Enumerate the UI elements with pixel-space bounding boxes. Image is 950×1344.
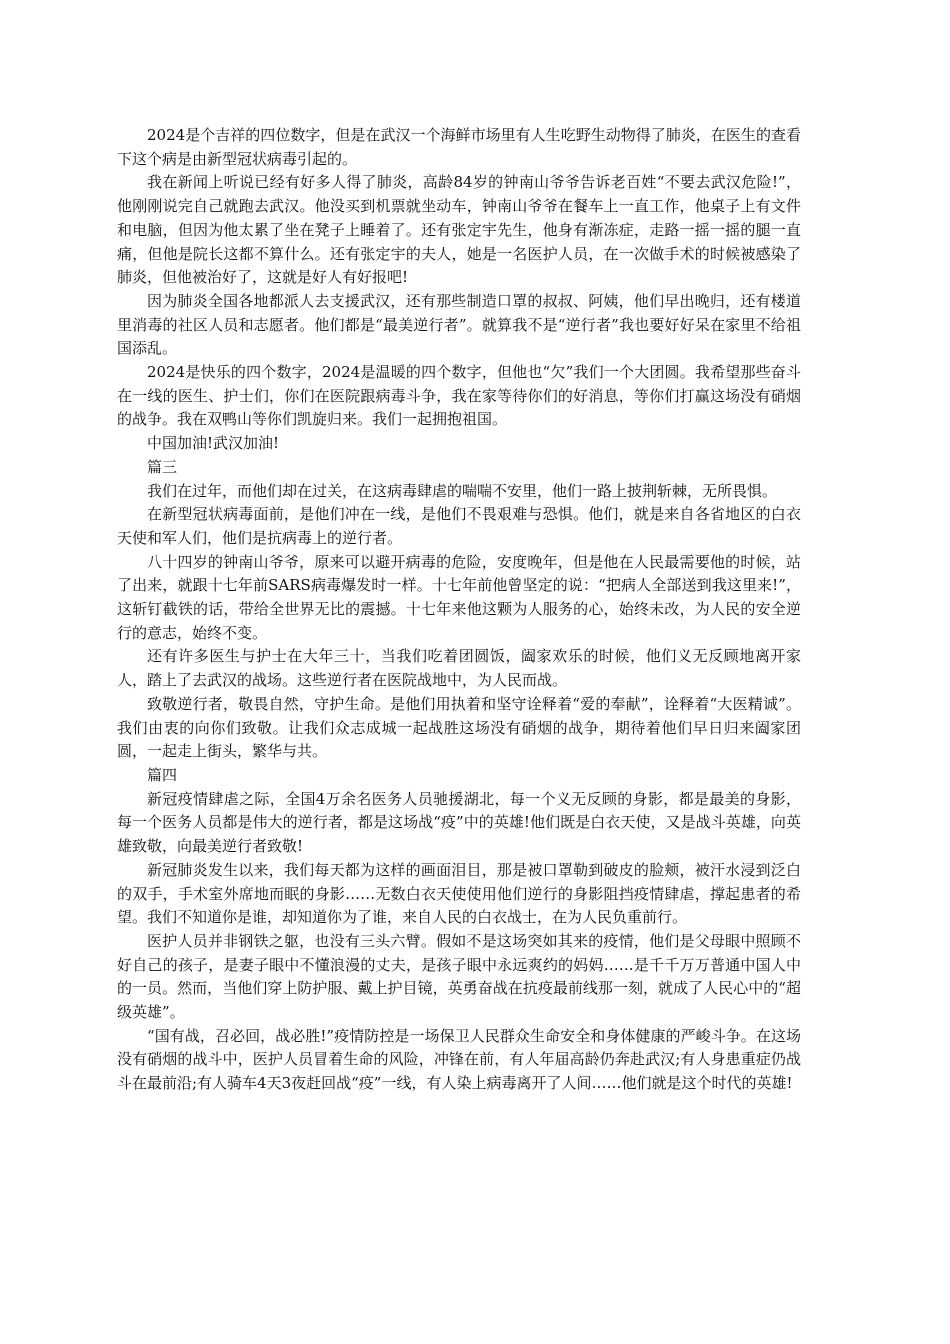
section-heading: 篇三 bbox=[147, 457, 178, 476]
paragraph: 医护人员并非钢铁之躯，也没有三头六臂。假如不是这场突如其来的疫情，他们是父母眼中照顾不好自己的孩子，是妻子眼中不懂浪漫的丈夫，是孩子眼中永远爽约的妈妈……是千千万万普通中国人中的一员。然而，当他们穿上防护服、戴上护目镜，英勇奋战在抗疫最前线那一刻，就成了人民心中的“超级英雄”。 bbox=[117, 931, 801, 1022]
paragraph: “国有战，召必回，战必胜!”疫情防控是一场保卫人民群众生命安全和身体健康的严峻斗争。在这场没有硝烟的战斗中，医护人员冒着生命的风险，冲锋在前，有人年届高龄仍奔赴武汉;有人身患重症仍战斗在最前沿;有人骑车4天3夜赶回战“疫”一线，有人染上病毒离开了人间……他们就是这个时代的英雄! bbox=[117, 1026, 801, 1093]
paragraph: 2024是个吉祥的四位数字，但是在武汉一个海鲜市场里有人生吃野生动物得了肺炎，在医生的查看下这个病是由新型冠状病毒引起的。 bbox=[117, 126, 801, 168]
paragraph: 我们在过年，而他们却在过关，在这病毒肆虐的喘喘不安里，他们一路上披荆斩棘，无所畏惧。 bbox=[147, 481, 778, 500]
paragraph: 2024是快乐的四个数字，2024是温暖的四个数字，但他也“欠”我们一个大团圆。我希望那些奋斗在一线的医生、护士们，你们在医院跟病毒斗争，我在家等待你们的好消息，等你们打赢这场没有硝烟的战争。我在双鸭山等你们凯旋归来。我们一起拥抱祖国。 bbox=[117, 363, 801, 429]
paragraph: 还有许多医生与护士在大年三十，当我们吃着团圆饭，阖家欢乐的时候，他们义无反顾地离开家人，踏上了去武汉的战场。这些逆行者在医院战地中，为人民而战。 bbox=[117, 647, 801, 690]
paragraph: 八十四岁的钟南山爷爷，原来可以避开病毒的危险，安度晚年，但是他在人民最需要他的时候，站了出来，就跟十七年前SARS病毒爆发时一样。十七年前他曾坚定的说：“把病人全部送到我这里来!”，这斩钉截铁的话，带给全世界无比的震撼。十七年来他这颗为人服务的心，始终未改，为人民的安全逆行的意志，始终不变。 bbox=[117, 552, 801, 642]
paragraph: 新冠肺炎发生以来，我们每天都为这样的画面泪目，那是被口罩勒到破皮的脸颊，被汗水浸到泛白的双手，手术室外席地而眠的身影……无数白衣天使使用他们逆行的身影阻挡疫情肆虐，撑起患者的希望。我们不知道你是谁，却知道你为了谁，来自人民的白衣战士，在为人民负重前行。 bbox=[117, 860, 801, 927]
paragraph: 我在新闻上听说已经有好多人得了肺炎，高龄84岁的钟南山爷爷告诉老百姓“不要去武汉危险!”，他刚刚说完自己就跑去武汉。他没买到机票就坐动车，钟南山爷爷在餐车上一直工作，他桌子上有文件和电脑，但因为他太累了坐在凳子上睡着了。还有张定宇先生，他身有渐冻症，走路一摇一摇的腿一直痛，但他是院长这都不算什么。还有张定宇的夫人，她是一名医护人员，在一次做手术的时候被感染了肺炎，但他被治好了，这就是好人有好报吧! bbox=[117, 173, 801, 287]
paragraph: 因为肺炎全国各地都派人去支援武汉，还有那些制造口罩的叔叔、阿姨，他们早出晚归，还有楼道里消毒的社区人员和志愿者。他们都是“最美逆行者”。就算我不是“逆行者”我也要好好呆在家里不给祖国添乱。 bbox=[117, 291, 801, 358]
paragraph: 新冠疫情肆虐之际，全国4万余名医务人员驰援湖北，每一个义无反顾的身影，都是最美的身影，每一个医务人员都是伟大的逆行者，都是这场战“疫”中的英雄!他们既是白衣天使，又是战斗英雄，向英雄致敬，向最美逆行者致敬! bbox=[117, 789, 801, 856]
paragraph: 致敬逆行者，敬畏自然，守护生命。是他们用执着和坚守诠释着“爱的奉献”，诠释着“大医精诚”。我们由衷的向你们致敬。让我们众志成城一起战胜这场没有硝烟的战争，期待着他们早日归来阖家团圆，一起走上街头，繁华与共。 bbox=[117, 694, 801, 761]
paragraph: 在新型冠状病毒面前，是他们冲在一线，是他们不畏艰难与恐惧。他们，就是来自各省地区的白衣天使和军人们，他们是抗病毒上的逆行者。 bbox=[117, 505, 801, 547]
document-page bbox=[117, 124, 801, 1096]
paragraph: 中国加油!武汉加油! bbox=[147, 434, 280, 453]
section-heading: 篇四 bbox=[147, 765, 178, 784]
